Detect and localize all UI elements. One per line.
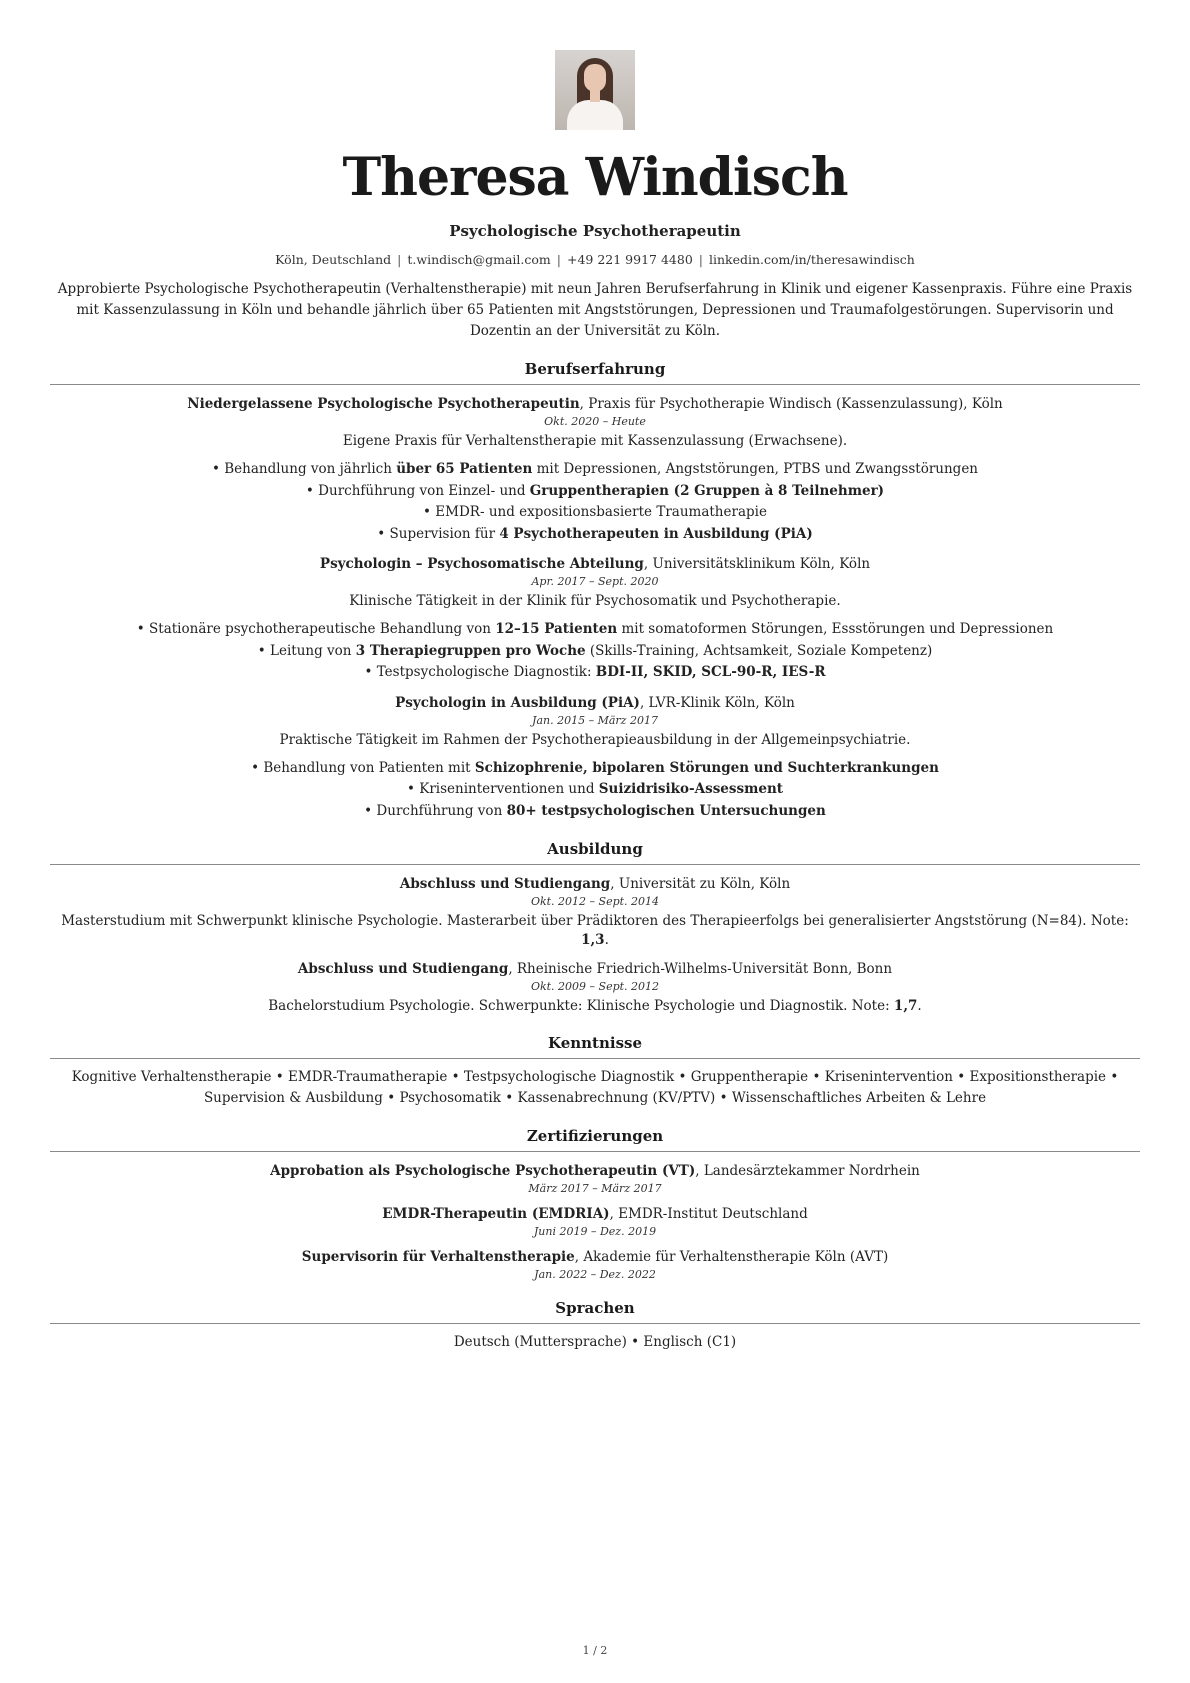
- entry-title: Psychologin in Ausbildung (PiA): [395, 694, 640, 711]
- page-number: 1 / 2: [582, 1644, 608, 1657]
- contact-phone: +49 221 9917 4480: [566, 252, 693, 267]
- entry-org: , Praxis für Psychotherapie Windisch (Kassenzulassung), Köln: [579, 396, 1003, 412]
- bullet-item: • Durchführung von Einzel- und Gruppentherapien (2 Gruppen à 8 Teilnehmer): [50, 481, 1140, 503]
- entry-org: , Akademie für Verhaltenstherapie Köln (AVT): [574, 1249, 889, 1265]
- contact-location: Köln, Deutschland: [275, 252, 392, 267]
- entry-title: Niedergelassene Psychologische Psychotherapeutin: [187, 396, 580, 412]
- entry-heading: [50, 1248, 1140, 1267]
- entry-description: Praktische Tätigkeit im Rahmen der Psychotherapieausbildung in der Allgemeinpsychiatrie.: [279, 731, 911, 748]
- experience-entry: [50, 694, 1140, 823]
- contact-separator: |: [397, 252, 402, 267]
- bullet-item: • Behandlung von jährlich über 65 Patienten mit Depressionen, Angststörungen, PTBS und Zwangsstörungen: [50, 459, 1140, 481]
- entry-date: Apr. 2017 – Sept. 2020: [531, 575, 659, 588]
- section-title-languages: Sprachen: [50, 1299, 1140, 1324]
- entry-org: , Landesärztekammer Nordrhein: [695, 1163, 920, 1179]
- education-entry: [50, 875, 1140, 950]
- section-title-skills: Kenntnisse: [50, 1034, 1140, 1059]
- entry-title: Abschluss und Studiengang: [297, 961, 509, 977]
- entry-description: Klinische Tätigkeit in der Klinik für Psychosomatik und Psychotherapie.: [349, 593, 841, 609]
- profile-photo: [555, 50, 635, 130]
- bullet-list: [50, 619, 1140, 684]
- entry-org: , Universität zu Köln, Köln: [610, 876, 791, 892]
- entry-org: , Rheinische Friedrich-Wilhelms-Universität Bonn, Bonn: [508, 961, 893, 977]
- entry-heading: [50, 960, 1140, 979]
- languages-list: Deutsch (Muttersprache) • Englisch (C1): [453, 1334, 737, 1350]
- bullet-item: • Stationäre psychotherapeutische Behandlung von 12–15 Patienten mit somatoformen Störungen, Essstörungen und Depressionen: [50, 619, 1140, 641]
- candidate-name: Theresa Windisch: [342, 147, 848, 208]
- entry-heading: [50, 875, 1140, 894]
- certification-entry: [50, 1248, 1140, 1281]
- certification-entry: [50, 1162, 1140, 1195]
- education-entry: [50, 960, 1140, 1016]
- entry-title: Abschluss und Studiengang: [399, 876, 611, 892]
- entry-org: , EMDR-Institut Deutschland: [609, 1206, 808, 1222]
- bullet-item: • Behandlung von Patienten mit Schizophrenie, bipolaren Störungen und Suchterkrankungen: [50, 758, 1140, 780]
- skills-list: Kognitive Verhaltenstherapie • EMDR-Traumatherapie • Testpsychologische Diagnostik • Gruppentherapie • Krisenintervention • Expositionstherapie • Supervision & Ausbildung • Psychosomatik • Kassenabrechnung (KV/PTV) • Wissenschaftliches Arbeiten & Lehre: [71, 1069, 1119, 1106]
- entry-heading: [50, 1162, 1140, 1181]
- job-headline: Psychologische Psychotherapeutin: [449, 222, 741, 240]
- bullet-list: [50, 459, 1140, 545]
- entry-heading: [50, 694, 1140, 713]
- contact-separator: |: [698, 252, 703, 267]
- entry-date: Jan. 2015 – März 2017: [532, 713, 658, 727]
- entry-date: März 2017 – März 2017: [528, 1182, 662, 1195]
- entry-date: Okt. 2012 – Sept. 2014: [530, 895, 660, 908]
- bullet-item: • Testpsychologische Diagnostik: BDI-II, SKID, SCL-90-R, IES-R: [50, 662, 1140, 684]
- entry-heading: [50, 1205, 1140, 1224]
- bullet-item: • Leitung von 3 Therapiegruppen pro Woche (Skills-Training, Achtsamkeit, Soziale Kompetenz): [50, 641, 1140, 663]
- contact-separator: |: [556, 252, 561, 267]
- entry-date: Okt. 2009 – Sept. 2012: [530, 980, 660, 993]
- entry-heading: [50, 395, 1140, 414]
- certification-entry: [50, 1205, 1140, 1238]
- entry-title: EMDR-Therapeutin (EMDRIA): [382, 1206, 610, 1222]
- section-title-experience: Berufserfahrung: [50, 360, 1140, 385]
- entry-date: Jan. 2022 – Dez. 2022: [534, 1268, 656, 1281]
- bullet-item: • Durchführung von 80+ testpsychologischen Untersuchungen: [50, 801, 1140, 823]
- entry-title: Approbation als Psychologische Psychotherapeutin (VT): [270, 1163, 696, 1179]
- entry-date: Juni 2019 – Dez. 2019: [533, 1225, 657, 1238]
- entry-org: , Universitätsklinikum Köln, Köln: [643, 556, 871, 572]
- entry-title: Psychologin – Psychosomatische Abteilung: [319, 556, 644, 572]
- experience-entry: [50, 395, 1140, 545]
- contact-line: [50, 252, 1140, 267]
- bullet-item: • EMDR- und expositionsbasierte Traumatherapie: [50, 502, 1140, 524]
- section-title-certifications: Zertifizierungen: [50, 1127, 1140, 1152]
- entry-heading: [50, 555, 1140, 574]
- experience-entry: [50, 555, 1140, 684]
- contact-linkedin[interactable]: linkedin.com/in/theresawindisch: [708, 252, 915, 267]
- entry-description: Eigene Praxis für Verhaltenstherapie mit Kassenzulassung (Erwachsene).: [342, 433, 848, 449]
- bullet-list: [50, 758, 1140, 823]
- entry-org: , LVR-Klinik Köln, Köln: [639, 694, 795, 711]
- entry-date: Okt. 2020 – Heute: [544, 415, 646, 428]
- entry-description: Masterstudium mit Schwerpunkt klinische Psychologie. Masterarbeit über Prädiktoren des Therapieerfolgs bei generalisierter Angststörung (N=84). Note: 1,3.: [61, 913, 1129, 948]
- entry-title: Supervisorin für Verhaltenstherapie: [301, 1249, 575, 1265]
- bullet-item: • Supervision für 4 Psychotherapeuten in Ausbildung (PiA): [50, 524, 1140, 546]
- entry-description: Bachelorstudium Psychologie. Schwerpunkte: Klinische Psychologie und Diagnostik. Note: 1,7.: [268, 998, 922, 1014]
- section-title-education: Ausbildung: [50, 840, 1140, 865]
- profile-summary: Approbierte Psychologische Psychotherapeutin (Verhaltenstherapie) mit neun Jahren Berufserfahrung in Klinik und eigener Kassenpraxis. Führe eine Praxis mit Kassenzulassung in Köln und behandle jährlich über 65 Patienten mit Angststörungen, Depressionen und Traumafolgestörungen. Supervisorin und Dozentin an der Universität zu Köln.: [57, 281, 1133, 339]
- contact-email[interactable]: t.windisch@gmail.com: [407, 252, 551, 267]
- bullet-item: • Kriseninterventionen und Suizidrisiko-Assessment: [50, 779, 1140, 801]
